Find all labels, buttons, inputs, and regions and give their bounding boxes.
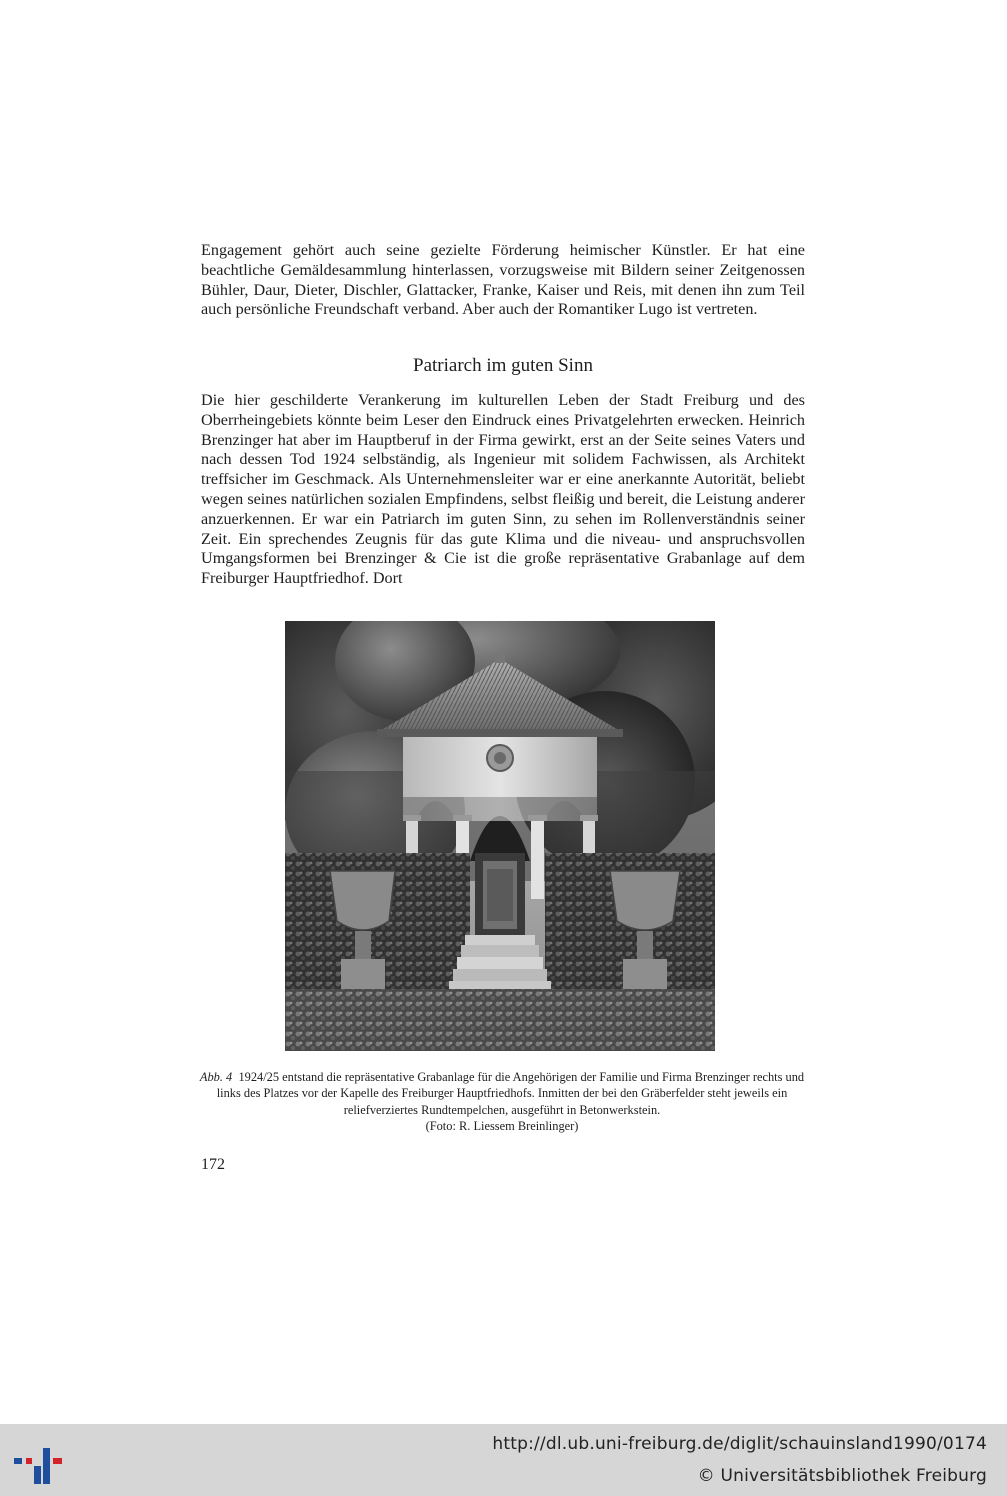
photo-illustration bbox=[285, 621, 715, 1051]
section-heading: Patriarch im guten Sinn bbox=[413, 355, 593, 376]
body-paragraph-2: Die hier geschilderte Verankerung im kulturellen Leben der Stadt Freiburg und des Oberrheingebiets könnte beim Leser den Eindruck eines Privatgelehrten erwecken. Heinrich Brenzinger hat aber im Hauptberuf in der Firma gewirkt, erst an der Seite seines Vaters und nach dessen Tod 1924 selbständig, als Ingenieur mit solidem Fachwissen, als Architekt treffsicher im Geschmack. Als Unternehmensleiter war er eine anerkannte Autorität, beliebt wegen seines natürlichen sozialen Empfindens, selbst fleißig und bereit, die Leistung anderer anzuerkennen. Er war ein Patriarch im guten Sinn, zu sehen im Rollenverständnis seiner Zeit. Ein sprechendes Zeugnis für das gute Klima und die niveau- und anspruchsvollen Umgangsformen bei Brenzinger & Cie ist die große repräsentative Grabanlage auf dem Freiburger Hauptfriedhof. Dort bbox=[201, 391, 805, 588]
ub-freiburg-logo-icon bbox=[12, 1436, 64, 1486]
library-footer bbox=[0, 1424, 1007, 1496]
body-paragraph-1: Engagement gehört auch seine gezielte Förderung heimischer Künstler. Er hat eine beachtliche Gemäldesammlung hinterlassen, vorzugsweise mit Bildern seiner Zeitgenossen Bühler, Daur, Dieter, Dischler, Glattacker, Franke, Kaiser und Reis, mit denen ihn zum Teil auch persönliche Freundschaft verband. Aber auch der Romantiker Lugo ist vertreten. bbox=[201, 241, 805, 319]
caption-credit: (Foto: R. Liessem Breinlinger) bbox=[425, 1119, 579, 1134]
caption-text: 1924/25 entstand die repräsentative Grabanlage für die Angehörigen der Familie und Firma Brenzinger rechts und links des Platzes vor der Kapelle des Freiburger Hauptfriedhofs. Inmitten der bei den Gräberfelder steht jeweils ein reliefverziertes Rundtempelchen, ausgeführt in Betonwerkstein. bbox=[216, 1070, 805, 1117]
permalink-url[interactable]: http://dl.ub.uni-freiburg.de/diglit/schauinsland1990/0174 bbox=[492, 1434, 987, 1454]
caption-label: Abb. 4 bbox=[199, 1070, 233, 1084]
page-number: 172 bbox=[201, 1156, 225, 1173]
figure-caption bbox=[199, 1069, 805, 1135]
copyright-notice: © Universitätsbibliothek Freiburg bbox=[697, 1466, 987, 1486]
round-temple-photo bbox=[285, 621, 715, 1051]
